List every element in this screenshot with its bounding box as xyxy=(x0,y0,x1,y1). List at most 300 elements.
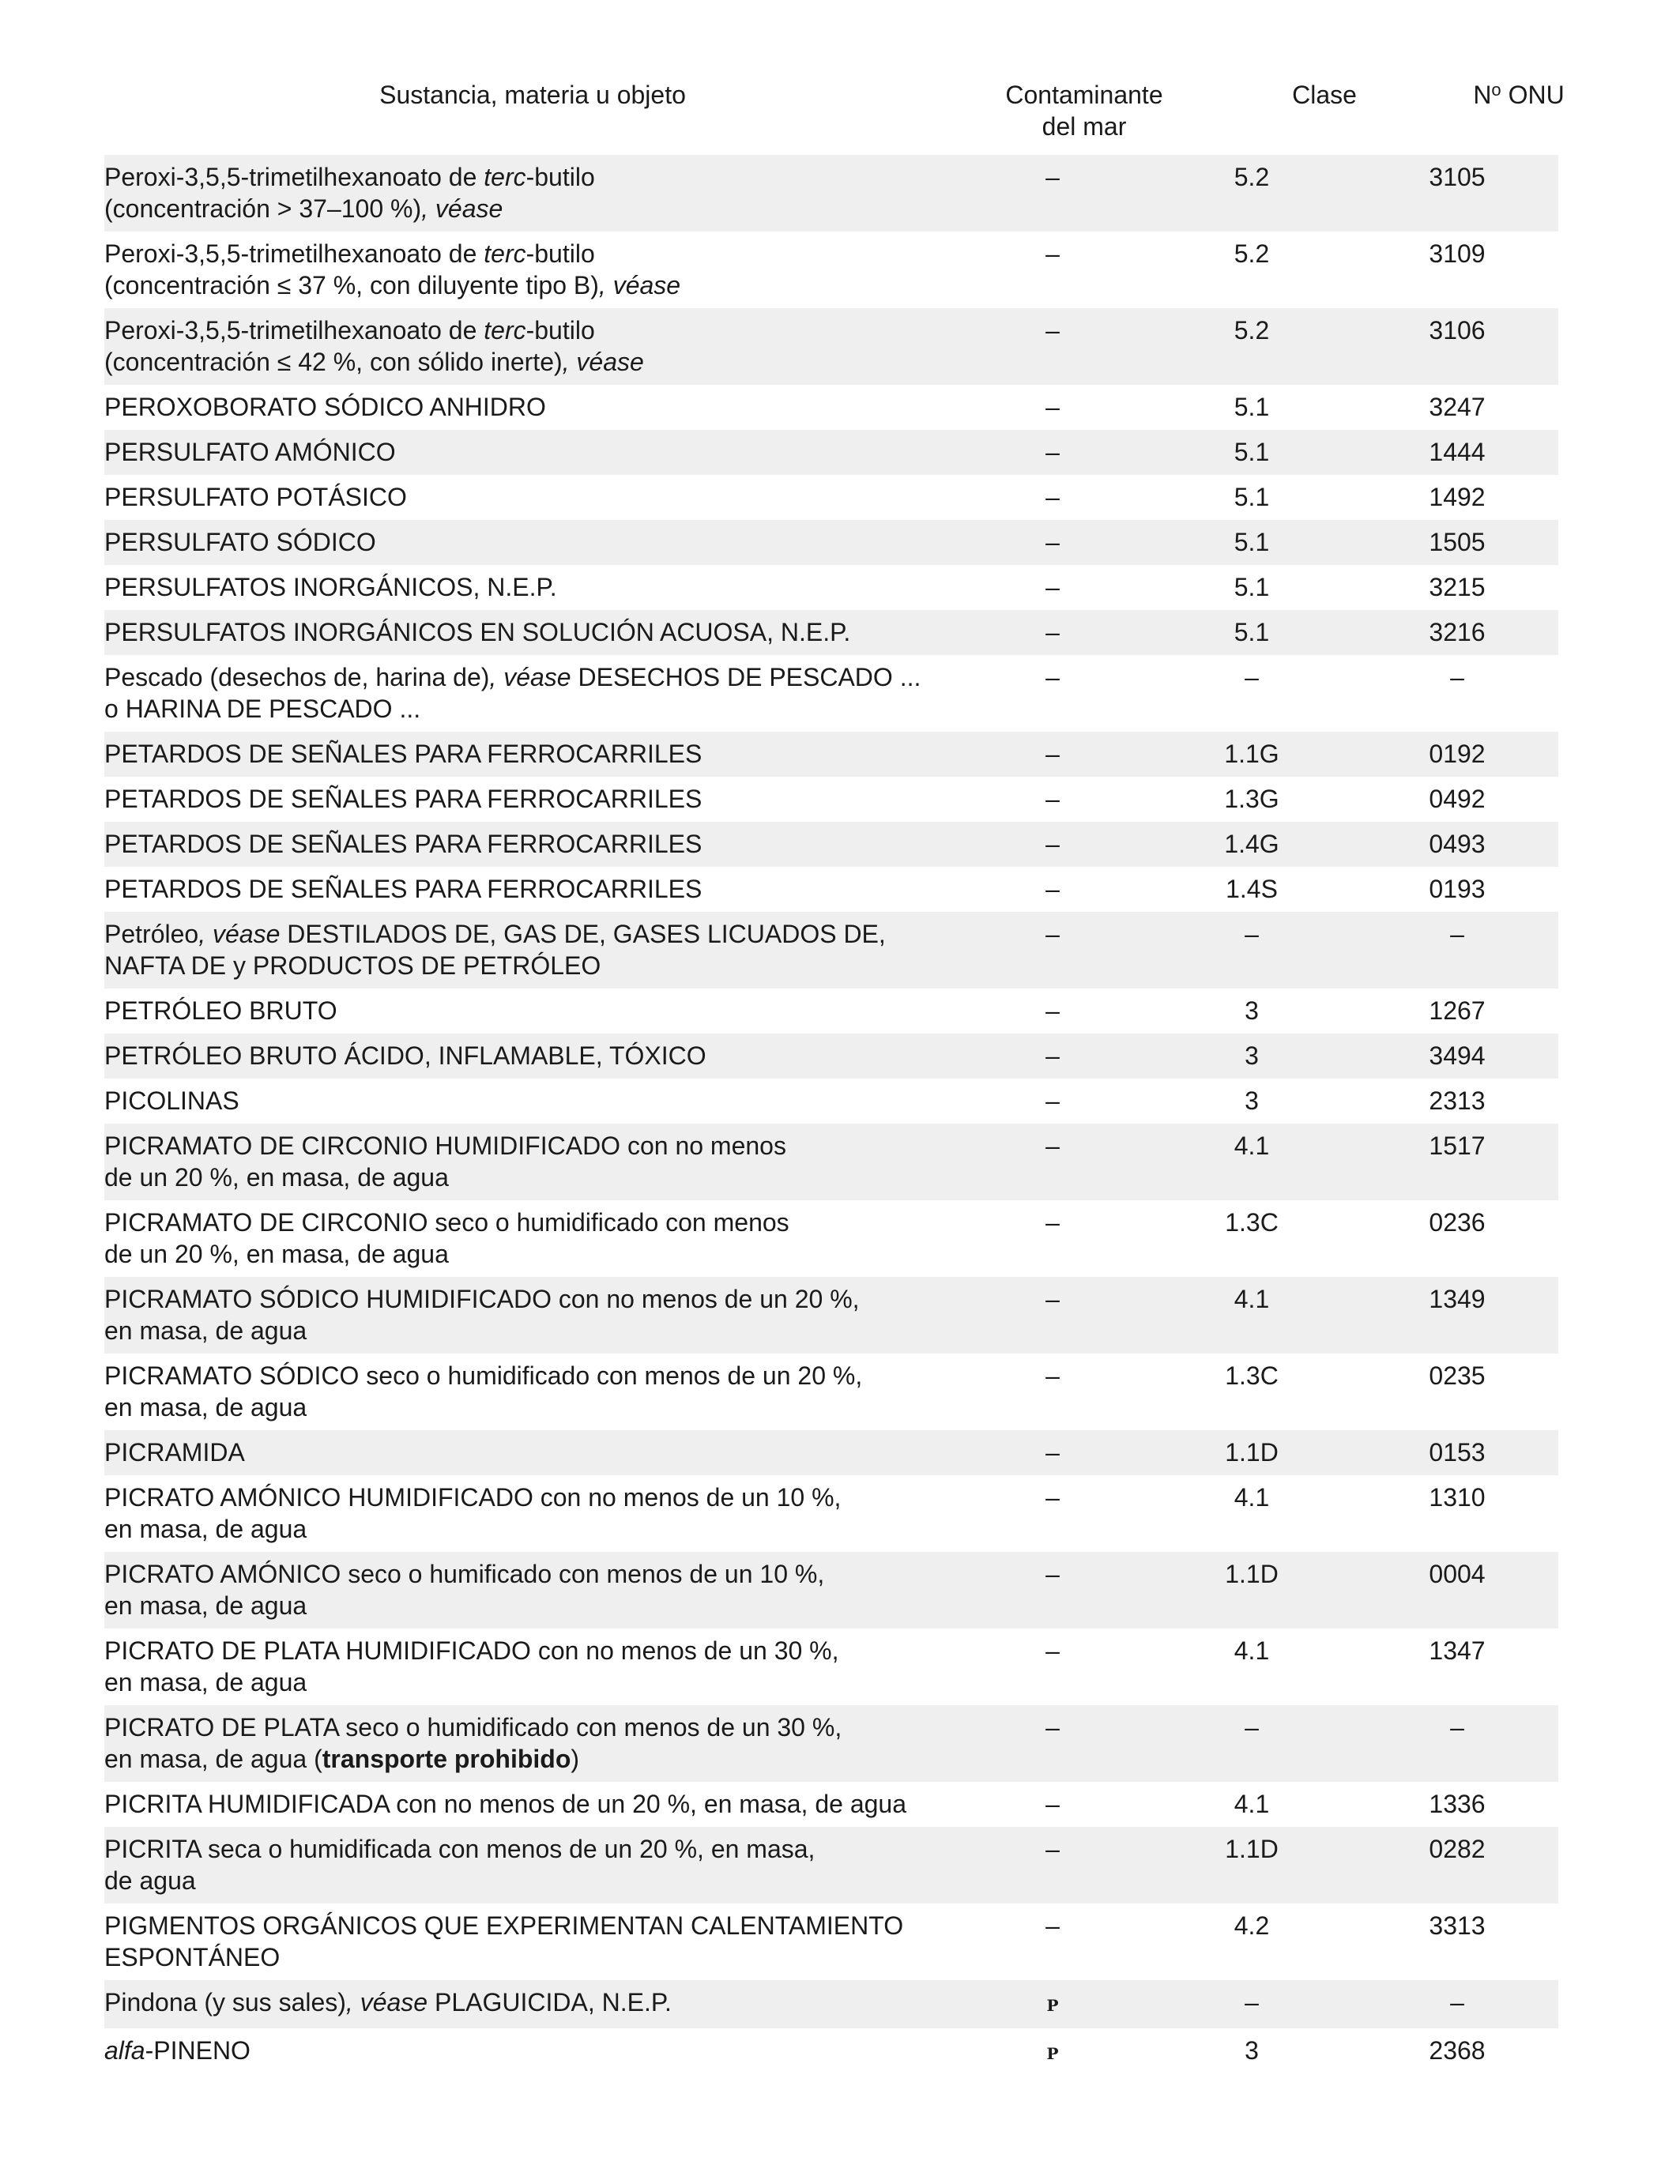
cell-marine-pollutant xyxy=(958,430,1147,475)
cell-substance xyxy=(104,912,958,988)
substance-text: PETARDOS DE SEÑALES PARA FERROCARRILES xyxy=(104,830,703,858)
cell-marine-pollutant-value: – xyxy=(1045,875,1060,903)
table-row xyxy=(104,1705,1558,1782)
cell-un-number xyxy=(1356,822,1558,867)
substance-line xyxy=(104,1941,942,1973)
cell-un-number xyxy=(1356,867,1558,912)
cell-class-value: 5.1 xyxy=(1234,393,1270,421)
cell-substance xyxy=(104,2028,958,2077)
substance-text: Petróleo xyxy=(104,920,199,948)
cell-substance xyxy=(104,1903,958,1980)
cell-class xyxy=(1147,1277,1356,1354)
cell-marine-pollutant-value: – xyxy=(1045,1041,1060,1070)
substance-text: alfa xyxy=(104,2036,145,2065)
cell-substance xyxy=(104,732,958,777)
substance-text: PICRATO DE PLATA HUMIDIFICADO con no menos de un 30 %, xyxy=(104,1636,839,1665)
substance-text: DESECHOS DE PESCADO ... xyxy=(571,663,921,691)
cell-substance xyxy=(104,1475,958,1552)
substance-line xyxy=(104,1315,942,1346)
cell-class xyxy=(1147,308,1356,385)
substance-text: ) xyxy=(571,1745,580,1773)
table-row xyxy=(104,655,1558,732)
cell-un-number xyxy=(1356,1079,1558,1124)
substance-line xyxy=(104,346,942,378)
cell-class xyxy=(1147,1903,1356,1980)
cell-marine-pollutant xyxy=(958,1629,1147,1705)
cell-class-value: 4.1 xyxy=(1234,1483,1270,1512)
cell-class-value: 1.3C xyxy=(1225,1361,1279,1390)
cell-substance xyxy=(104,1629,958,1705)
cell-marine-pollutant-value: – xyxy=(1045,1285,1060,1313)
cell-marine-pollutant xyxy=(958,1827,1147,1903)
cell-marine-pollutant-value: – xyxy=(1045,1438,1060,1467)
substance-text: Peroxi-3,5,5-trimetilhexanoato de xyxy=(104,163,484,191)
cell-substance xyxy=(104,1200,958,1277)
cell-substance xyxy=(104,777,958,822)
cell-un-number xyxy=(1356,1200,1558,1277)
cell-class-value: 1.3G xyxy=(1224,785,1279,813)
cell-marine-pollutant-value: – xyxy=(1045,1361,1060,1390)
substance-line xyxy=(104,1391,942,1423)
cell-substance xyxy=(104,655,958,732)
cell-class xyxy=(1147,1782,1356,1827)
cell-marine-pollutant-value: P xyxy=(1046,2044,1059,2063)
cell-un-number-value: 1517 xyxy=(1429,1132,1486,1160)
cell-class-value: 5.1 xyxy=(1234,528,1270,556)
cell-marine-pollutant-value: – xyxy=(1045,1636,1060,1665)
substance-text: PETARDOS DE SEÑALES PARA FERROCARRILES xyxy=(104,785,703,813)
cell-marine-pollutant xyxy=(958,565,1147,610)
substance-text: PETRÓLEO BRUTO xyxy=(104,996,337,1025)
cell-class xyxy=(1147,1079,1356,1124)
cell-marine-pollutant-value: – xyxy=(1045,1713,1060,1742)
cell-marine-pollutant xyxy=(958,520,1147,565)
cell-substance xyxy=(104,475,958,520)
substances-table-body xyxy=(104,155,1558,2077)
cell-marine-pollutant xyxy=(958,1200,1147,1277)
cell-substance xyxy=(104,867,958,912)
cell-marine-pollutant-value: – xyxy=(1045,1560,1060,1588)
cell-class xyxy=(1147,912,1356,988)
substance-text: terc xyxy=(484,239,526,268)
substance-text: -butilo xyxy=(525,239,595,268)
substance-line xyxy=(104,481,942,513)
cell-marine-pollutant-value: – xyxy=(1045,528,1060,556)
cell-marine-pollutant-value: – xyxy=(1045,1483,1060,1512)
cell-substance xyxy=(104,1079,958,1124)
substance-text: PICRATO DE PLATA seco o humidificado con menos de un 30 %, xyxy=(104,1713,842,1742)
table-row xyxy=(104,610,1558,655)
cell-un-number-value: 2313 xyxy=(1429,1086,1486,1115)
cell-un-number-value: 1505 xyxy=(1429,528,1486,556)
cell-substance xyxy=(104,1552,958,1629)
cell-substance xyxy=(104,1124,958,1200)
cell-substance xyxy=(104,565,958,610)
cell-substance xyxy=(104,155,958,232)
substance-text: PICRAMATO DE CIRCONIO HUMIDIFICADO con no menos xyxy=(104,1132,786,1160)
cell-substance xyxy=(104,822,958,867)
cell-marine-pollutant-value: – xyxy=(1045,393,1060,421)
substance-line xyxy=(104,161,942,193)
cell-class-value: 5.2 xyxy=(1234,316,1270,345)
document-page xyxy=(104,79,1565,2077)
substance-line xyxy=(104,1283,942,1315)
substance-text: PICOLINAS xyxy=(104,1086,239,1115)
substance-line xyxy=(104,391,942,423)
cell-marine-pollutant xyxy=(958,308,1147,385)
substance-line xyxy=(104,1743,942,1775)
cell-un-number-value: 1347 xyxy=(1429,1636,1486,1665)
cell-un-number-value: – xyxy=(1450,1713,1464,1742)
cell-un-number-value: – xyxy=(1450,1988,1464,2016)
table-row xyxy=(104,430,1558,475)
cell-marine-pollutant xyxy=(958,1705,1147,1782)
cell-substance xyxy=(104,1034,958,1079)
cell-marine-pollutant xyxy=(958,385,1147,430)
substance-text: DESTILADOS DE, GAS DE, GASES LICUADOS DE, xyxy=(280,920,886,948)
cell-marine-pollutant xyxy=(958,1475,1147,1552)
substance-text: terc xyxy=(484,316,526,345)
cell-un-number-value: 0192 xyxy=(1429,740,1486,768)
substance-text: PICRAMIDA xyxy=(104,1438,245,1467)
table-row xyxy=(104,385,1558,430)
cell-un-number-value: 1310 xyxy=(1429,1483,1486,1512)
cell-class-value: 5.2 xyxy=(1234,239,1270,268)
cell-class xyxy=(1147,988,1356,1034)
substance-text: Pindona (y sus sales) xyxy=(104,1988,346,2016)
substance-line xyxy=(104,1910,942,1941)
header-class: Clase xyxy=(1292,81,1357,109)
cell-un-number-value: 1267 xyxy=(1429,996,1486,1025)
cell-un-number-value: 3215 xyxy=(1429,573,1486,601)
cell-class xyxy=(1147,610,1356,655)
cell-class-value: 4.2 xyxy=(1234,1911,1270,1940)
header-substance: Sustancia, materia u objeto xyxy=(379,81,686,109)
cell-marine-pollutant-value: – xyxy=(1045,1132,1060,1160)
cell-un-number-value: 3105 xyxy=(1429,163,1486,191)
cell-class-value: 3 xyxy=(1245,996,1259,1025)
cell-marine-pollutant-value: – xyxy=(1045,483,1060,511)
substance-line xyxy=(104,918,942,950)
cell-substance xyxy=(104,1430,958,1475)
substance-text: de un 20 %, en masa, de agua xyxy=(104,1163,449,1192)
table-row xyxy=(104,1079,1558,1124)
cell-un-number-value: – xyxy=(1450,663,1464,691)
substance-line xyxy=(104,1788,942,1820)
cell-class xyxy=(1147,475,1356,520)
substance-text: Pescado (desechos de, harina de) xyxy=(104,663,490,691)
cell-marine-pollutant-value: – xyxy=(1045,163,1060,191)
cell-un-number-value: 1349 xyxy=(1429,1285,1486,1313)
cell-marine-pollutant-value: – xyxy=(1045,1086,1060,1115)
table-row xyxy=(104,1034,1558,1079)
substance-text: , véase xyxy=(421,194,503,223)
table-row xyxy=(104,1475,1558,1552)
cell-un-number xyxy=(1356,1124,1558,1200)
cell-un-number-value: 0493 xyxy=(1429,830,1486,858)
substance-text: -butilo xyxy=(525,316,595,345)
header-marine-pollutant xyxy=(926,79,1242,142)
substance-text: de agua xyxy=(104,1866,196,1895)
cell-marine-pollutant xyxy=(958,1277,1147,1354)
substance-line xyxy=(104,2035,942,2066)
cell-marine-pollutant xyxy=(958,912,1147,988)
cell-un-number-value: – xyxy=(1450,920,1464,948)
cell-class xyxy=(1147,777,1356,822)
cell-class-value: 5.1 xyxy=(1234,573,1270,601)
cell-marine-pollutant xyxy=(958,155,1147,232)
substance-text: PICRAMATO SÓDICO seco o humidificado con menos de un 20 %, xyxy=(104,1361,863,1390)
cell-un-number xyxy=(1356,565,1558,610)
substance-text: transporte prohibido xyxy=(322,1745,571,1773)
cell-class xyxy=(1147,1705,1356,1782)
table-row xyxy=(104,520,1558,565)
cell-class xyxy=(1147,232,1356,308)
cell-marine-pollutant-value: – xyxy=(1045,1835,1060,1863)
cell-un-number-value: 0236 xyxy=(1429,1208,1486,1237)
cell-class xyxy=(1147,732,1356,777)
cell-un-number xyxy=(1356,520,1558,565)
cell-un-number-value: 3109 xyxy=(1429,239,1486,268)
substance-text: PERSULFATOS INORGÁNICOS EN SOLUCIÓN ACUOSA, N.E.P. xyxy=(104,618,851,646)
table-row xyxy=(104,777,1558,822)
cell-un-number xyxy=(1356,2028,1558,2077)
cell-marine-pollutant-value: – xyxy=(1045,316,1060,345)
table-row xyxy=(104,1903,1558,1980)
cell-marine-pollutant xyxy=(958,2028,1147,2077)
substance-line xyxy=(104,693,942,725)
cell-marine-pollutant-value: – xyxy=(1045,1790,1060,1818)
cell-class-value: 1.1D xyxy=(1225,1560,1279,1588)
cell-class-value: 5.1 xyxy=(1234,618,1270,646)
cell-class xyxy=(1147,1200,1356,1277)
cell-marine-pollutant-value: – xyxy=(1045,1911,1060,1940)
cell-class-value: 3 xyxy=(1245,1041,1259,1070)
table-row xyxy=(104,867,1558,912)
cell-un-number xyxy=(1356,1430,1558,1475)
cell-class-value: 3 xyxy=(1245,1086,1259,1115)
header-un-suffix: ONU xyxy=(1501,81,1565,109)
substance-text: PETRÓLEO BRUTO ÁCIDO, INFLAMABLE, TÓXICO xyxy=(104,1041,706,1070)
substance-line xyxy=(104,1865,942,1896)
header-un-sup: o xyxy=(1491,80,1501,100)
cell-un-number xyxy=(1356,1552,1558,1629)
cell-un-number xyxy=(1356,308,1558,385)
table-row xyxy=(104,1827,1558,1903)
cell-class-value: 3 xyxy=(1245,2036,1259,2065)
substance-text: , véase xyxy=(489,663,571,691)
substance-line xyxy=(104,616,942,648)
cell-marine-pollutant xyxy=(958,1124,1147,1200)
cell-class-value: – xyxy=(1245,920,1259,948)
cell-un-number xyxy=(1356,1705,1558,1782)
cell-marine-pollutant xyxy=(958,822,1147,867)
cell-marine-pollutant xyxy=(958,475,1147,520)
cell-marine-pollutant-value: – xyxy=(1045,996,1060,1025)
cell-un-number xyxy=(1356,1980,1558,2028)
substance-text: PICRAMATO DE CIRCONIO seco o humidificado con menos xyxy=(104,1208,789,1237)
cell-un-number xyxy=(1356,988,1558,1034)
substance-text: NAFTA DE y PRODUCTOS DE PETRÓLEO xyxy=(104,951,601,980)
cell-substance xyxy=(104,520,958,565)
cell-class xyxy=(1147,520,1356,565)
substance-text: en masa, de agua xyxy=(104,1515,307,1543)
cell-marine-pollutant xyxy=(958,655,1147,732)
cell-class-value: 4.1 xyxy=(1234,1132,1270,1160)
cell-class-value: – xyxy=(1245,1988,1259,2016)
substance-text: terc xyxy=(484,163,526,191)
substance-line xyxy=(104,314,942,346)
cell-marine-pollutant xyxy=(958,732,1147,777)
substance-text: Peroxi-3,5,5-trimetilhexanoato de xyxy=(104,316,484,345)
substance-text: PICRATO AMÓNICO seco o humificado con menos de un 10 %, xyxy=(104,1560,825,1588)
cell-un-number xyxy=(1356,610,1558,655)
table-header xyxy=(104,79,1565,155)
cell-un-number-value: 3216 xyxy=(1429,618,1486,646)
cell-un-number xyxy=(1356,1354,1558,1430)
substance-text: PERSULFATO POTÁSICO xyxy=(104,483,407,511)
cell-un-number-value: 3494 xyxy=(1429,1041,1486,1070)
cell-marine-pollutant-value: – xyxy=(1045,830,1060,858)
cell-class xyxy=(1147,1552,1356,1629)
substance-text: en masa, de agua xyxy=(104,1393,307,1421)
substance-line xyxy=(104,1635,942,1666)
cell-un-number-value: 1336 xyxy=(1429,1790,1486,1818)
cell-un-number xyxy=(1356,1034,1558,1079)
substance-line xyxy=(104,571,942,603)
substance-line xyxy=(104,738,942,770)
substance-line xyxy=(104,1666,942,1698)
cell-substance xyxy=(104,1980,958,2028)
substance-text: (concentración ≤ 42 %, con sólido inerte) xyxy=(104,348,563,376)
substance-line xyxy=(104,1130,942,1162)
table-row xyxy=(104,822,1558,867)
cell-marine-pollutant xyxy=(958,1034,1147,1079)
cell-un-number-value: 0282 xyxy=(1429,1835,1486,1863)
substance-line xyxy=(104,661,942,693)
cell-substance xyxy=(104,1827,958,1903)
cell-substance xyxy=(104,988,958,1034)
substance-line xyxy=(104,783,942,815)
cell-un-number xyxy=(1356,430,1558,475)
cell-un-number-value: 0492 xyxy=(1429,785,1486,813)
substance-line xyxy=(104,193,942,224)
substance-line xyxy=(104,873,942,905)
header-marine-pollutant-line2: del mar xyxy=(1042,112,1127,141)
cell-marine-pollutant-value: P xyxy=(1046,1996,1059,2015)
substance-line xyxy=(104,1207,942,1238)
cell-un-number xyxy=(1356,912,1558,988)
table-row xyxy=(104,2028,1558,2077)
substance-text: PICRATO AMÓNICO HUMIDIFICADO con no menos de un 10 %, xyxy=(104,1483,842,1512)
substance-line xyxy=(104,1437,942,1468)
cell-un-number xyxy=(1356,1903,1558,1980)
substance-text: , véase xyxy=(562,348,644,376)
cell-class xyxy=(1147,1629,1356,1705)
substance-line xyxy=(104,1482,942,1513)
cell-substance xyxy=(104,1354,958,1430)
cell-un-number-value: 3313 xyxy=(1429,1911,1486,1940)
substance-text: en masa, de agua xyxy=(104,1316,307,1345)
cell-un-number xyxy=(1356,1629,1558,1705)
cell-class-value: – xyxy=(1245,1713,1259,1742)
cell-substance xyxy=(104,1705,958,1782)
header-marine-pollutant-line1: Contaminante xyxy=(1005,81,1163,109)
cell-class-value: 4.1 xyxy=(1234,1790,1270,1818)
table-row xyxy=(104,232,1558,308)
substance-text: PICRAMATO SÓDICO HUMIDIFICADO con no menos de un 20 %, xyxy=(104,1285,860,1313)
cell-un-number-value: 3106 xyxy=(1429,316,1486,345)
cell-un-number xyxy=(1356,232,1558,308)
substance-text: Peroxi-3,5,5-trimetilhexanoato de xyxy=(104,239,484,268)
substance-text: en masa, de agua ( xyxy=(104,1745,322,1773)
header-un-number xyxy=(1392,79,1645,111)
table-row xyxy=(104,1629,1558,1705)
table-row xyxy=(104,1782,1558,1827)
substance-line xyxy=(104,950,942,981)
substance-text: PERSULFATO AMÓNICO xyxy=(104,438,396,466)
cell-un-number xyxy=(1356,155,1558,232)
substance-text: PERSULFATOS INORGÁNICOS, N.E.P. xyxy=(104,573,557,601)
substance-line xyxy=(104,1040,942,1071)
table-row xyxy=(104,1124,1558,1200)
cell-class xyxy=(1147,822,1356,867)
substance-text: de un 20 %, en masa, de agua xyxy=(104,1240,449,1268)
substance-text: PEROXOBORATO SÓDICO ANHIDRO xyxy=(104,393,546,421)
table-row xyxy=(104,1277,1558,1354)
cell-class xyxy=(1147,1430,1356,1475)
cell-class-value: 1.4G xyxy=(1224,830,1279,858)
cell-un-number xyxy=(1356,1782,1558,1827)
cell-class-value: – xyxy=(1245,663,1259,691)
cell-un-number xyxy=(1356,385,1558,430)
substance-line xyxy=(104,1986,942,2018)
substance-text: (concentración > 37–100 %) xyxy=(104,194,422,223)
cell-class-value: 4.1 xyxy=(1234,1285,1270,1313)
cell-un-number-value: 0235 xyxy=(1429,1361,1486,1390)
substance-line xyxy=(104,1513,942,1545)
substance-line xyxy=(104,1833,942,1865)
cell-marine-pollutant-value: – xyxy=(1045,1208,1060,1237)
cell-class xyxy=(1147,867,1356,912)
cell-un-number xyxy=(1356,1827,1558,1903)
substance-text: PIGMENTOS ORGÁNICOS QUE EXPERIMENTAN CALENTAMIENTO xyxy=(104,1911,904,1940)
cell-un-number xyxy=(1356,777,1558,822)
cell-marine-pollutant xyxy=(958,1354,1147,1430)
substance-line xyxy=(104,238,942,269)
cell-substance xyxy=(104,308,958,385)
cell-un-number xyxy=(1356,655,1558,732)
cell-marine-pollutant xyxy=(958,610,1147,655)
cell-substance xyxy=(104,1782,958,1827)
cell-un-number-value: 2368 xyxy=(1429,2036,1486,2065)
substance-text: PICRITA HUMIDIFICADA con no menos de un 20 %, en masa, de agua xyxy=(104,1790,906,1818)
substance-text: en masa, de agua xyxy=(104,1591,307,1620)
cell-un-number xyxy=(1356,475,1558,520)
cell-un-number-value: 0193 xyxy=(1429,875,1486,903)
cell-un-number xyxy=(1356,732,1558,777)
cell-class-value: 5.2 xyxy=(1234,163,1270,191)
cell-class-value: 1.1G xyxy=(1224,740,1279,768)
substance-text: (concentración ≤ 37 %, con diluyente tipo B) xyxy=(104,271,599,299)
substance-line xyxy=(104,828,942,860)
table-row xyxy=(104,988,1558,1034)
substance-text: en masa, de agua xyxy=(104,1668,307,1696)
cell-class-value: 4.1 xyxy=(1234,1636,1270,1665)
cell-marine-pollutant xyxy=(958,232,1147,308)
substance-text: PLAGUICIDA, N.E.P. xyxy=(428,1988,672,2016)
substance-line xyxy=(104,995,942,1026)
